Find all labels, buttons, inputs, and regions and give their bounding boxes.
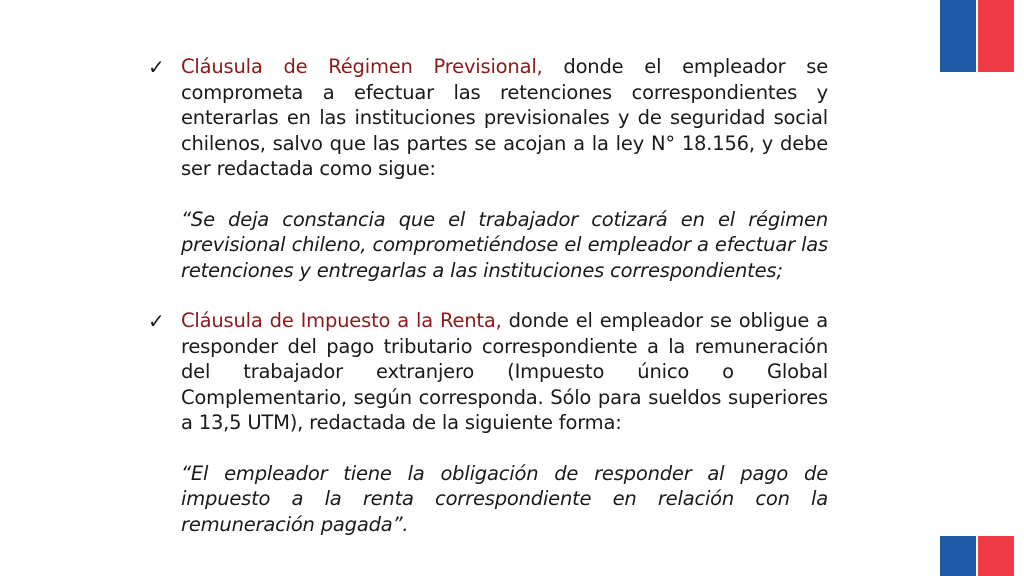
- bullet-paragraph: [181, 308, 828, 436]
- flag-decoration-bottom: [940, 536, 1014, 576]
- bullet-item-impuesto-renta: [148, 308, 828, 537]
- flag-red-stripe: [978, 0, 1014, 72]
- flag-red-stripe: [978, 536, 1014, 576]
- checkmark-icon: ✓: [148, 55, 165, 79]
- clause-title: Cláusula de Régimen Previsional,: [181, 55, 543, 78]
- clause-body: donde el empleador se comprometa a efectuar las retenciones correspondientes y enterarlas en las instituciones previsionales y de seguridad social chilenos, salvo que las partes se acojan a la ley N° 18.156, y debe ser redactada como sigue:: [181, 55, 828, 180]
- clause-body: donde el empleador se obligue a responder del pago tributario correspondiente a la remuneración del trabajador extranjero (Impuesto único o Global Complementario, según corresponda. Sólo para sueldos superiores a 13,5 UTM), redactada de la siguiente forma:: [181, 309, 828, 434]
- slide-content: [148, 54, 828, 537]
- bullet-item-regimen-previsional: [148, 54, 828, 283]
- flag-blue-stripe: [940, 0, 976, 72]
- flag-decoration-top: [940, 0, 1014, 72]
- flag-blue-stripe: [940, 536, 976, 576]
- checkmark-icon: ✓: [148, 309, 165, 333]
- clause-quote: “El empleador tiene la obligación de responder al pago de impuesto a la renta correspondiente en relación con la remuneración pagada”.: [181, 461, 828, 536]
- clause-title: Cláusula de Impuesto a la Renta,: [181, 309, 502, 332]
- bullet-paragraph: [181, 54, 828, 182]
- clause-quote: “Se deja constancia que el trabajador cotizará en el régimen previsional chileno, comprometiéndose el empleador a efectuar las retenciones y entregarlas a las instituciones correspondientes;: [181, 207, 828, 282]
